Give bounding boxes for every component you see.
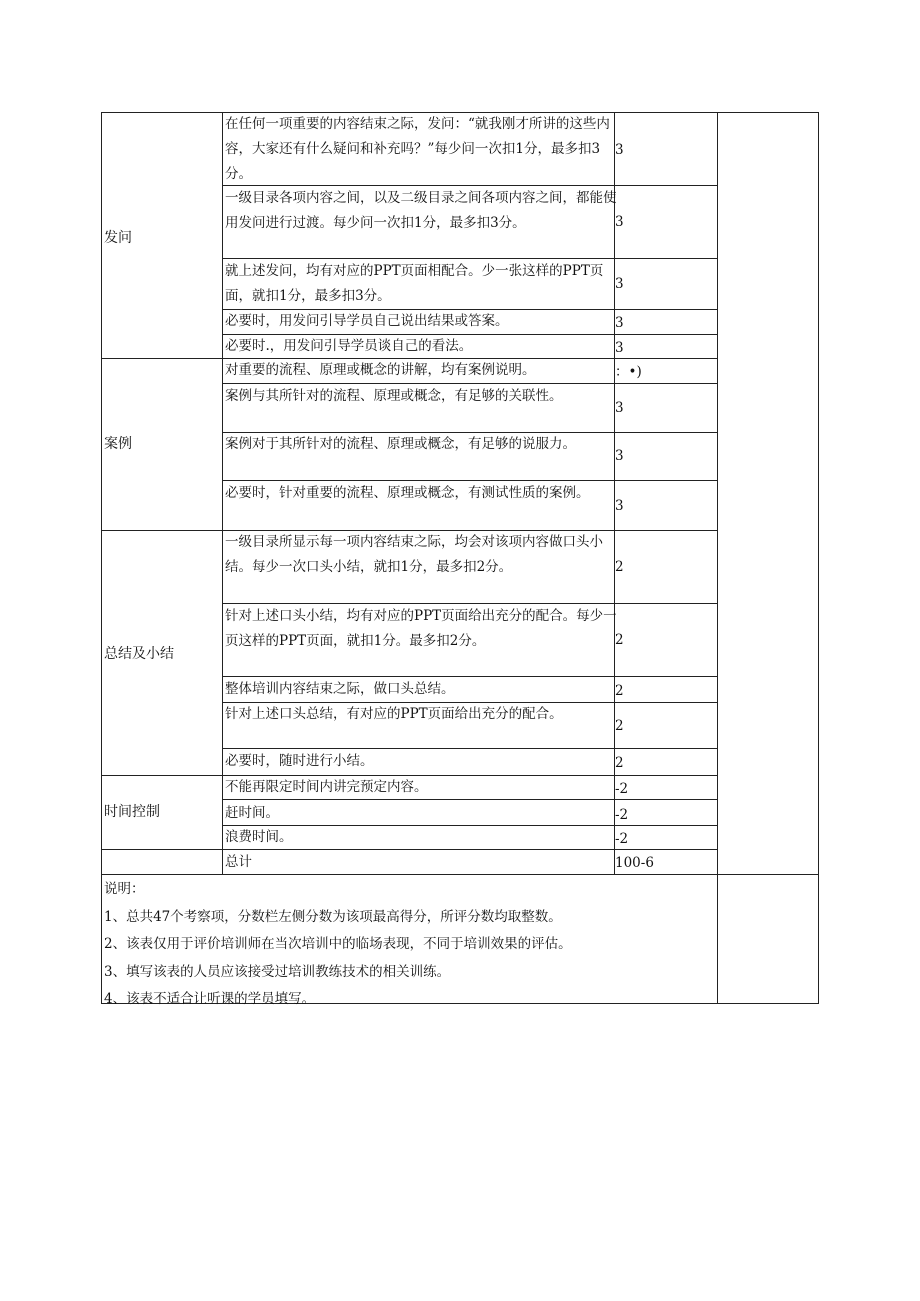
total-label: 总计 <box>225 854 252 870</box>
score-value: ：•) <box>615 364 642 380</box>
score-value: 3 <box>615 214 624 230</box>
criterion-text: 在任何一项重要的内容结束之际，发问：“就我刚才所讲的这些内容，大家还有什么疑问和补充吗？”每少问一次扣1分，最多扣3分。 <box>225 116 610 182</box>
note-item: 2、该表仅用于评价培训师在当次培训中的临场表现，不同于培训效果的评估。 <box>104 936 572 953</box>
criterion-text: 案例对于其所针对的流程、原理或概念，有足够的说服力。 <box>225 436 576 452</box>
criterion-text: 一级目录所显示每一项内容结束之际，均会对该项内容做口头小结。每少一次口头小结，就扣1分，最多扣2分。 <box>225 534 603 575</box>
category-label: 案例 <box>104 436 132 452</box>
score-value: 2 <box>615 559 624 575</box>
score-value: 2 <box>615 755 624 771</box>
criterion-text: 一级目录各项内容之间，以及二级目录之间各项内容之间，都能使用发问进行过渡。每少问一次扣1分，最多扣3分。 <box>225 190 617 231</box>
score-value: 3 <box>615 315 624 331</box>
table-border-left <box>101 112 102 1004</box>
score-value: -2 <box>615 781 629 797</box>
score-value: 3 <box>615 276 624 292</box>
column-divider-1 <box>222 112 223 874</box>
criterion-text: 针对上述口头小结，均有对应的PPT页面给出充分的配合。每少一页这样的PPT页面，就扣1分。最多扣2分。 <box>225 608 617 649</box>
criterion-text: 针对上述口头总结，有对应的PPT页面给出充分的配合。 <box>225 706 563 722</box>
criterion-text: 赶时间。 <box>225 805 279 821</box>
criterion-text: 不能再限定时间内讲完预定内容。 <box>225 779 428 795</box>
criterion-text: 必要时.，用发问引导学员谈自己的看法。 <box>225 338 473 354</box>
evaluation-table <box>101 112 819 1008</box>
score-value: 3 <box>615 340 624 356</box>
note-item: 1、总共47个考察项，分数栏左侧分数为该项最高得分，所评分数均取整数。 <box>104 908 562 925</box>
category-label: 发问 <box>104 230 132 246</box>
criterion-text: 对重要的流程、原理或概念的讲解，均有案例说明。 <box>225 362 536 378</box>
score-value: 3 <box>615 448 624 464</box>
criterion-text: 必要时，用发问引导学员自己说出结果或答案。 <box>225 313 509 329</box>
score-value: 3 <box>615 498 624 514</box>
score-value: 3 <box>615 400 624 416</box>
table-border-right <box>818 112 819 1004</box>
score-value: 2 <box>615 683 624 699</box>
criterion-text: 必要时，针对重要的流程、原理或概念，有测试性质的案例。 <box>225 485 590 501</box>
criterion-text: 整体培训内容结束之际，做口头总结。 <box>225 681 455 697</box>
column-divider-3 <box>717 112 718 1004</box>
notes-block <box>104 876 714 1014</box>
score-value: 2 <box>615 632 624 648</box>
score-value: -2 <box>615 807 629 823</box>
criterion-text: 就上述发问，均有对应的PPT页面相配合。少一张这样的PPT页面，就扣1分，最多扣3分。 <box>225 263 604 304</box>
note-item: 3、填写该表的人员应该接受过培训教练技术的相关训练。 <box>104 963 451 980</box>
criterion-text: 案例与其所针对的流程、原理或概念，有足够的关联性。 <box>225 388 563 404</box>
criterion-text: 必要时，随时进行小结。 <box>225 753 374 769</box>
score-value: 3 <box>615 142 624 158</box>
note-item: 4、该表不适合让听课的学员填写。 <box>104 991 316 1008</box>
category-label: 时间控制 <box>104 804 160 820</box>
total-value: 100-6 <box>615 855 654 871</box>
score-value: 2 <box>615 718 624 734</box>
criterion-text: 浪费时间。 <box>225 829 293 845</box>
category-label: 总结及小结 <box>104 646 174 662</box>
score-value: -2 <box>615 831 629 847</box>
notes-title: 说明： <box>104 881 145 897</box>
